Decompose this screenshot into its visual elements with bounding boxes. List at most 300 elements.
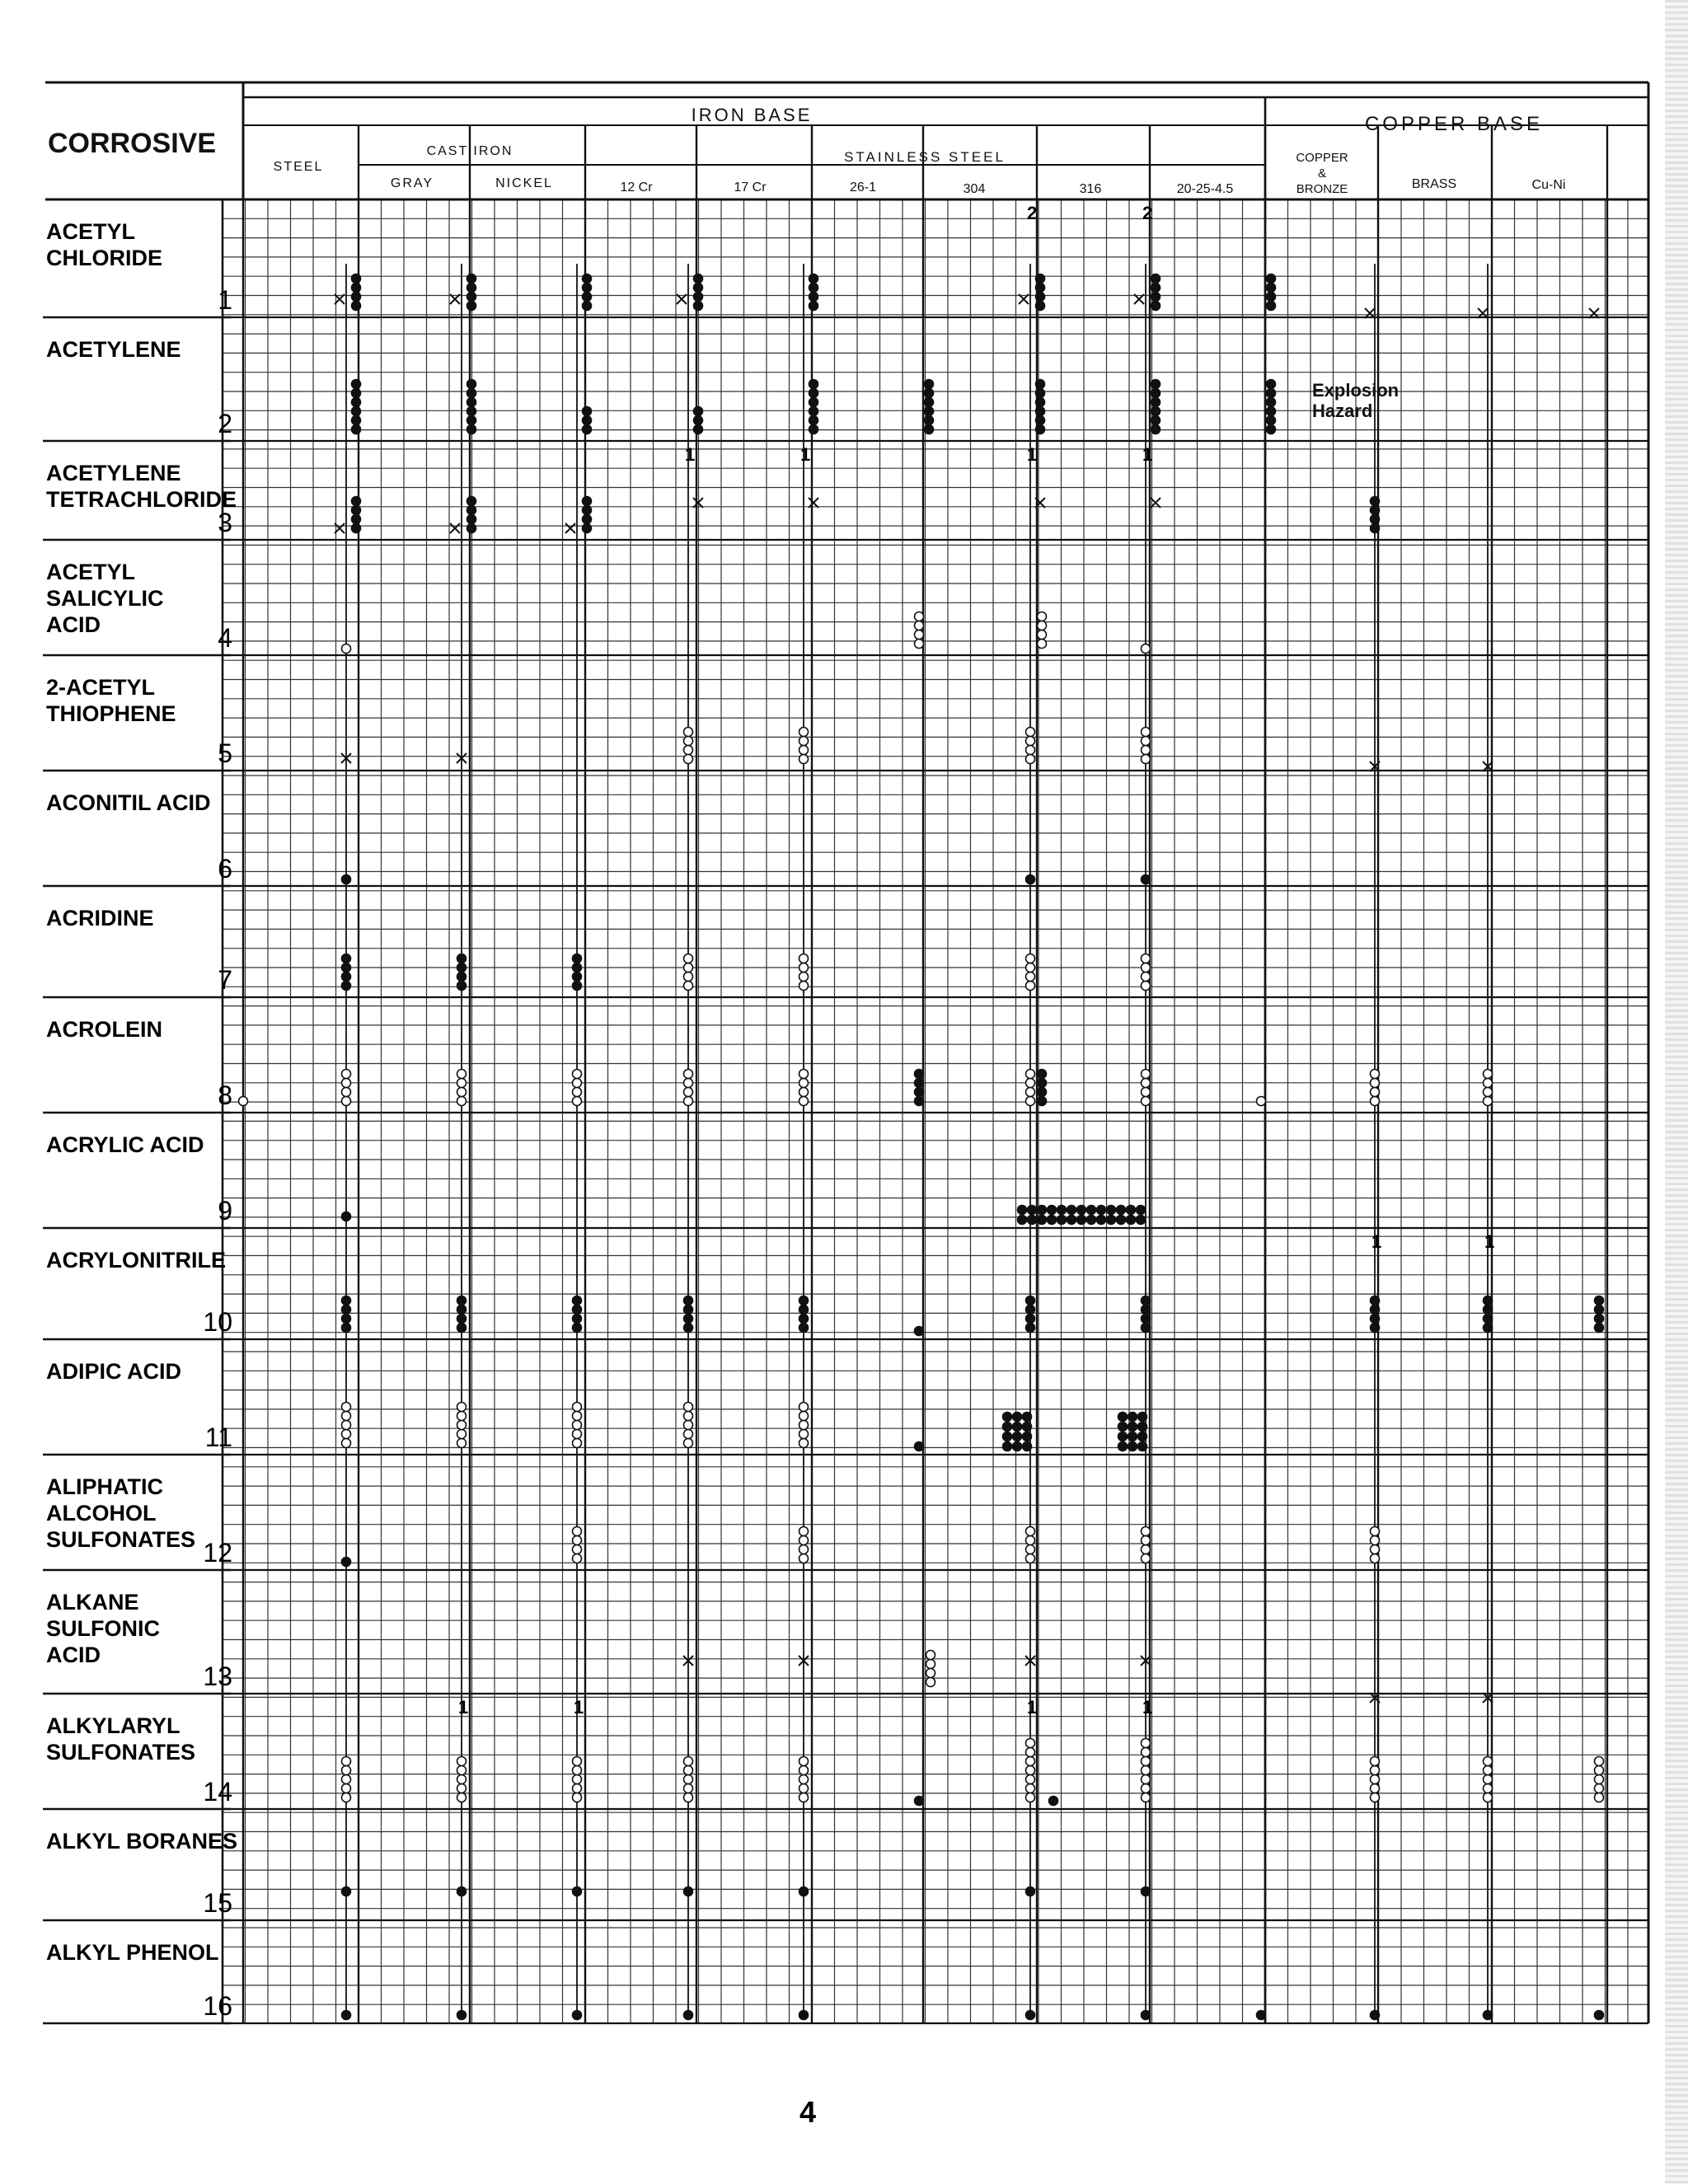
open-mark-316-r5: [1142, 737, 1151, 746]
filled-mark-band-r9: [1067, 1206, 1076, 1215]
filled-mark-17cr-r2: [809, 380, 818, 389]
filled-mark-261-r8: [915, 1070, 924, 1079]
open-mark-17cr-r11: [799, 1412, 809, 1421]
footnote-1-17cr-r3: 1: [800, 444, 811, 465]
row-label-13-line2: SULFONIC: [46, 1616, 160, 1641]
filled-mark-316-r11: [1128, 1442, 1137, 1451]
row-number-10: 10: [203, 1307, 232, 1337]
open-mark-cuni-r14: [1595, 1775, 1604, 1784]
footnote-1-cubronze-r10: 1: [1372, 1231, 1382, 1252]
filled-mark-261-r2: [925, 389, 934, 398]
open-mark-cubronze-r14: [1371, 1793, 1380, 1802]
scan-edge: [1665, 0, 1688, 2184]
open-mark-brass-r8: [1484, 1097, 1493, 1106]
filled-mark-304-r11: [1003, 1413, 1012, 1422]
filled-mark-band-r9: [1067, 1216, 1076, 1225]
open-mark-steel-r14: [342, 1793, 351, 1802]
open-mark-304-r5: [1026, 755, 1035, 764]
open-mark-cuni-r14: [1595, 1784, 1604, 1793]
open-mark-316-r14: [1142, 1766, 1151, 1775]
filled-mark-band-r9: [1028, 1216, 1037, 1225]
row-label-13-line1: ALKANE: [46, 1590, 139, 1615]
filled-mark-304-r11: [1003, 1442, 1012, 1451]
filled-mark-gray-r16: [457, 2011, 467, 2020]
row-label-5-line2: THIOPHENE: [46, 701, 176, 726]
open-mark-17cr-r5: [799, 746, 809, 755]
open-mark-304-r8: [1026, 1088, 1035, 1097]
x-mark-nickel-r3: [565, 523, 575, 533]
filled-mark-nickel-r3: [583, 524, 592, 533]
open-mark-304-r14: [1026, 1739, 1035, 1748]
row-number-7: 7: [218, 965, 232, 995]
filled-mark-brass-r10: [1484, 1315, 1493, 1324]
filled-mark-304-r11: [1003, 1432, 1012, 1441]
footnote-1-304-r3: 1: [1027, 444, 1038, 465]
304-header: 304: [963, 182, 986, 196]
open-mark-316-r5: [1142, 728, 1151, 737]
filled-mark-s2025-r1: [1267, 284, 1276, 293]
open-mark-cubronze-r8: [1371, 1088, 1380, 1097]
filled-mark-304-r6: [1026, 875, 1035, 884]
filled-mark-304-r2: [1036, 398, 1045, 407]
open-mark-brass-r8: [1484, 1079, 1493, 1088]
filled-mark-316-r1: [1151, 293, 1160, 302]
open-mark-steel-r14: [342, 1766, 351, 1775]
x-mark-gray-r3: [450, 523, 460, 533]
filled-mark-304-r10: [1026, 1296, 1035, 1305]
open-mark-261-r4: [915, 640, 924, 649]
nickel-header: NICKEL: [495, 176, 553, 190]
copper-bronze-line1: COPPER: [1296, 151, 1348, 165]
filled-mark-band-r9: [1018, 1206, 1027, 1215]
filled-mark-s2025-r1: [1267, 274, 1276, 284]
footnote-1-316-r14: 1: [1142, 1697, 1153, 1718]
filled-mark-s2025-r2: [1267, 407, 1276, 416]
filled-mark-steel-r2: [352, 416, 361, 425]
open-mark-12cr-r8: [684, 1079, 693, 1088]
open-mark-17cr-r14: [799, 1793, 809, 1802]
open-mark-steel-r8: [342, 1070, 351, 1079]
filled-mark-304-r10: [1026, 1324, 1035, 1333]
open-mark-cuni-r14: [1595, 1793, 1604, 1802]
filled-mark-steel-r3: [352, 524, 361, 533]
filled-mark-s2025-r2: [1267, 380, 1276, 389]
filled-mark-gray-r3: [467, 497, 476, 506]
filled-mark-steel-r10: [342, 1296, 351, 1305]
filled-mark-gray-r1: [467, 284, 476, 293]
filled-mark-gray-r3: [467, 506, 476, 515]
filled-mark-nickel-r10: [573, 1315, 582, 1324]
gray-header: GRAY: [390, 176, 434, 190]
open-mark-304-r5: [1026, 737, 1035, 746]
open-mark-316-r14: [1142, 1748, 1151, 1757]
open-mark-316-r5: [1142, 755, 1151, 764]
filled-mark-steel-r3: [352, 515, 361, 524]
filled-mark-steel-r2: [352, 380, 361, 389]
filled-mark-band-r9: [1107, 1206, 1116, 1215]
open-mark-brass-r8: [1484, 1070, 1493, 1079]
row-label-2-line1: ACETYLENE: [46, 337, 181, 362]
open-mark-261-r13: [926, 1678, 935, 1687]
annotation-line2: Hazard: [1312, 401, 1373, 421]
open-mark-316-r12: [1142, 1545, 1151, 1554]
filled-mark-nickel-r3: [583, 506, 592, 515]
filled-mark-12cr-r2: [694, 425, 703, 434]
open-mark-cubronze-r8: [1371, 1097, 1380, 1106]
filled-mark-gray-r1: [467, 293, 476, 302]
open-mark-gray-r11: [457, 1403, 467, 1412]
filled-mark-316-r10: [1142, 1315, 1151, 1324]
column-headers: [48, 105, 1565, 196]
open-mark-steel-r11: [342, 1412, 351, 1421]
open-mark-17cr-r14: [799, 1757, 809, 1766]
filled-mark-cuni-r10: [1595, 1296, 1604, 1305]
open-mark-gray-r11: [457, 1439, 467, 1448]
filled-mark-261-r8: [915, 1088, 924, 1097]
filled-mark-12cr-r10: [684, 1324, 693, 1333]
open-mark-304-r14: [1026, 1793, 1035, 1802]
corrosive-header: CORROSIVE: [48, 128, 217, 159]
open-mark-nickel-r14: [573, 1757, 582, 1766]
filled-mark-304-r1: [1036, 302, 1045, 311]
open-mark-nickel-r12: [573, 1527, 582, 1536]
filled-mark-steel-r12: [342, 1558, 351, 1567]
filled-mark-steel-r9: [342, 1212, 351, 1221]
filled-mark-261-r2: [925, 380, 934, 389]
open-mark-gray-r8: [457, 1097, 467, 1106]
open-mark-nickel-r12: [573, 1554, 582, 1563]
open-mark-304-r7: [1026, 963, 1035, 972]
row-label-15-line1: ALKYL BORANES: [46, 1829, 238, 1854]
open-mark-316-r8: [1142, 1088, 1151, 1097]
filled-mark-band-r9: [1117, 1216, 1126, 1225]
filled-mark-gray-r2: [467, 416, 476, 425]
filled-mark-gray-r10: [457, 1315, 467, 1324]
open-mark-316-r14: [1142, 1739, 1151, 1748]
filled-mark-17cr-r2: [809, 389, 818, 398]
open-mark-steel-r14: [342, 1775, 351, 1784]
open-mark-12cr-r11: [684, 1412, 693, 1421]
filled-mark-316-r11: [1128, 1432, 1137, 1441]
open-mark-12cr-r11: [684, 1403, 693, 1412]
open-mark-316-r8: [1142, 1079, 1151, 1088]
filled-mark-316-r11: [1118, 1413, 1128, 1422]
filled-mark-nickel-r1: [583, 284, 592, 293]
filled-mark-304-r10: [1026, 1315, 1035, 1324]
open-mark-nickel-r8: [573, 1097, 582, 1106]
open-mark-cubronze-r8: [1371, 1079, 1380, 1088]
filled-mark-band-r9: [1077, 1206, 1086, 1215]
filled-mark-17cr-r10: [799, 1305, 809, 1315]
filled-mark-steel-r2: [352, 389, 361, 398]
filled-mark-cubronze-r10: [1371, 1296, 1380, 1305]
open-mark-17cr-r8: [799, 1097, 809, 1106]
filled-mark-band-r9: [1038, 1216, 1047, 1225]
open-mark-steel-r14: [342, 1784, 351, 1793]
open-mark-nickel-r14: [573, 1784, 582, 1793]
filled-mark-nickel-r10: [573, 1305, 582, 1315]
filled-mark-band-r9: [1057, 1216, 1067, 1225]
open-mark-12cr-r5: [684, 746, 693, 755]
filled-mark-261-r8: [915, 1079, 924, 1088]
filled-mark-gray-r10: [457, 1296, 467, 1305]
filled-mark-gray-r3: [467, 524, 476, 533]
open-mark-316-r14: [1142, 1775, 1151, 1784]
filled-mark-nickel-r1: [583, 293, 592, 302]
filled-mark-316-r6: [1142, 875, 1151, 884]
filled-mark-brass-r10: [1484, 1305, 1493, 1315]
filled-mark-nickel-r10: [573, 1324, 582, 1333]
open-mark-cubronze-r14: [1371, 1784, 1380, 1793]
open-mark-304-r14: [1026, 1784, 1035, 1793]
open-mark-261-r13: [926, 1669, 935, 1678]
filled-mark-s2025-r16: [1257, 2011, 1266, 2020]
open-mark-cubronze-r12: [1371, 1527, 1380, 1536]
open-mark-17cr-r5: [799, 737, 809, 746]
open-mark-cubronze-r12: [1371, 1536, 1380, 1545]
open-mark-12cr-r8: [684, 1097, 693, 1106]
open-mark-nickel-r14: [573, 1775, 582, 1784]
explosion-hazard-note: [1312, 380, 1399, 421]
open-mark-12cr-r5: [684, 755, 693, 764]
filled-mark-band-r9: [1018, 1216, 1027, 1225]
filled-mark-304-r11: [1013, 1432, 1022, 1441]
26-1-header: 26-1: [849, 180, 877, 194]
open-mark-cubronze-r14: [1371, 1766, 1380, 1775]
open-mark-17cr-r12: [799, 1554, 809, 1563]
footnote-1-316-r3: 1: [1142, 444, 1153, 465]
filled-mark-17cr-r2: [809, 425, 818, 434]
open-mark-nickel-r11: [573, 1421, 582, 1430]
open-mark-316-r7: [1142, 982, 1151, 991]
open-mark-17cr-r12: [799, 1527, 809, 1536]
row-number-15: 15: [203, 1888, 232, 1918]
cast-iron-header: CAST IRON: [426, 144, 513, 158]
open-mark-cubronze-r12: [1371, 1554, 1380, 1563]
filled-mark-s2025-r1: [1267, 302, 1276, 311]
open-mark-12cr-r14: [684, 1757, 693, 1766]
filled-mark-304-r10: [1026, 1305, 1035, 1315]
20-25-4.5-header: 20-25-4.5: [1176, 182, 1234, 196]
filled-mark-band-r9: [1038, 1206, 1047, 1215]
filled-mark-brass-r10: [1484, 1324, 1493, 1333]
row-number-13: 13: [203, 1661, 232, 1691]
filled-mark-s2025-r2: [1267, 416, 1276, 425]
open-mark-brass-r14: [1484, 1757, 1493, 1766]
filled-mark-316-r10: [1142, 1305, 1151, 1315]
filled-mark-316-r2: [1151, 398, 1160, 407]
filled-mark-304-r2: [1036, 416, 1045, 425]
filled-mark-cubronze-r3: [1371, 506, 1380, 515]
filled-mark-steel-r7: [342, 972, 351, 982]
row-label-9-line1: ACRYLIC ACID: [46, 1132, 204, 1157]
row-label-6-line1: ACONITIL ACID: [46, 790, 211, 815]
filled-mark-gray-r2: [467, 380, 476, 389]
copper-bronze-line2: &: [1317, 166, 1327, 180]
filled-mark-cubronze-r16: [1371, 2011, 1380, 2020]
open-mark-brass-r14: [1484, 1775, 1493, 1784]
filled-mark-cuni-r10: [1595, 1305, 1604, 1315]
filled-mark-316-r15: [1142, 1887, 1151, 1896]
open-mark-304-r8: [1026, 1079, 1035, 1088]
filled-mark-261-r2: [925, 398, 934, 407]
iron-base-header: IRON BASE: [691, 105, 813, 125]
filled-mark-17cr-r15: [799, 1887, 809, 1896]
open-mark-304-r7: [1026, 982, 1035, 991]
filled-mark-261-r2: [925, 425, 934, 434]
open-mark-316-r7: [1142, 954, 1151, 963]
filled-mark-17cr-r16: [799, 2011, 809, 2020]
filled-mark-nickel-r1: [583, 302, 592, 311]
filled-mark-316-r10: [1142, 1324, 1151, 1333]
open-mark-304-r4: [1038, 621, 1047, 630]
brass-header: BRASS: [1411, 177, 1457, 191]
filled-mark-steel-r16: [342, 2011, 351, 2020]
open-mark-316-r14: [1142, 1757, 1151, 1766]
filled-mark-gray-r15: [457, 1887, 467, 1896]
filled-mark-band-r9: [1087, 1216, 1096, 1225]
filled-mark-steel-r15: [342, 1887, 351, 1896]
filled-mark-316-r11: [1138, 1422, 1147, 1432]
stainless-steel-header: STAINLESS STEEL: [844, 149, 1006, 165]
filled-mark-316-r11: [1128, 1413, 1137, 1422]
filled-mark-s2025-r2: [1267, 398, 1276, 407]
filled-mark-304b-r14: [1049, 1797, 1058, 1806]
open-mark-12cr-r7: [684, 954, 693, 963]
filled-mark-304-r8: [1038, 1097, 1047, 1106]
row-number-1: 1: [218, 285, 232, 315]
filled-mark-gray-r7: [457, 963, 467, 972]
open-mark-nickel-r8: [573, 1079, 582, 1088]
row-label-16-line1: ALKYL PHENOL: [46, 1940, 219, 1965]
footnote-1-gray-r14: 1: [458, 1697, 469, 1718]
filled-mark-s2025-r2: [1267, 389, 1276, 398]
open-mark-gray-r14: [457, 1766, 467, 1775]
open-mark-304-r14: [1026, 1757, 1035, 1766]
filled-mark-s2025-r2: [1267, 425, 1276, 434]
open-mark-17cr-r7: [799, 963, 809, 972]
filled-mark-cuni-r16: [1595, 2011, 1604, 2020]
open-mark-12cr-r7: [684, 963, 693, 972]
open-mark-cuni-r14: [1595, 1766, 1604, 1775]
open-mark-316-r12: [1142, 1536, 1151, 1545]
open-mark-12cr-r14: [684, 1766, 693, 1775]
row-number-4: 4: [218, 623, 232, 653]
filled-mark-261-r14: [915, 1797, 924, 1806]
filled-mark-band-r9: [1097, 1216, 1106, 1225]
open-mark-cubronze-r14: [1371, 1757, 1380, 1766]
open-mark-17cr-r11: [799, 1430, 809, 1439]
filled-mark-band-r9: [1077, 1216, 1086, 1225]
open-mark-steel-r8: [342, 1079, 351, 1088]
open-mark-steel-r4: [342, 644, 351, 654]
filled-mark-nickel-r7: [573, 972, 582, 982]
open-mark-17cr-r8: [799, 1079, 809, 1088]
open-mark-brass-r8: [1484, 1088, 1493, 1097]
filled-mark-gray-r7: [457, 954, 467, 963]
open-mark-304-r4: [1038, 640, 1047, 649]
filled-mark-gray-r10: [457, 1324, 467, 1333]
open-mark-261-r4: [915, 630, 924, 640]
row-number-8: 8: [218, 1080, 232, 1110]
row-label-11-line1: ADIPIC ACID: [46, 1359, 182, 1384]
open-mark-12cr-r8: [684, 1070, 693, 1079]
filled-mark-316-r10: [1142, 1296, 1151, 1305]
316-header: 316: [1079, 182, 1102, 196]
open-mark-17cr-r14: [799, 1766, 809, 1775]
filled-mark-316-r2: [1151, 416, 1160, 425]
filled-mark-steel-r3: [352, 497, 361, 506]
open-mark-304-r8: [1026, 1097, 1035, 1106]
row-number-3: 3: [218, 508, 232, 537]
open-mark-nickel-r12: [573, 1545, 582, 1554]
filled-mark-band-r9: [1127, 1216, 1136, 1225]
row-label-10-line1: ACRYLONITRILE: [46, 1248, 226, 1272]
open-mark-gray-r8: [457, 1079, 467, 1088]
row-number-14: 14: [203, 1777, 232, 1807]
17cr-header: 17 Cr: [734, 180, 767, 194]
row-label-5-line1: 2-ACETYL: [46, 675, 156, 700]
open-mark-12cr-r7: [684, 982, 693, 991]
open-mark-nickel-r11: [573, 1430, 582, 1439]
open-mark-316-r8: [1142, 1097, 1151, 1106]
row-number-5: 5: [218, 738, 232, 768]
filled-mark-17cr-r1: [809, 293, 818, 302]
filled-mark-steel-r2: [352, 425, 361, 434]
open-mark-304-r4: [1038, 612, 1047, 621]
open-mark-cuni-r14: [1595, 1757, 1604, 1766]
open-mark-261-r4: [915, 612, 924, 621]
row-label-4-line2: SALICYLIC: [46, 586, 164, 611]
filled-mark-band-r9: [1048, 1216, 1057, 1225]
open-mark-nickel-r8: [573, 1088, 582, 1097]
open-mark-304-r4: [1038, 630, 1047, 640]
row-label-13-line3: ACID: [46, 1643, 101, 1667]
filled-mark-304-r16: [1026, 2011, 1035, 2020]
filled-mark-s2025-r1: [1267, 293, 1276, 302]
open-mark-316-r8: [1142, 1070, 1151, 1079]
open-mark-cubronze-r8: [1371, 1070, 1380, 1079]
filled-mark-steel-r3: [352, 506, 361, 515]
filled-mark-17cr-r1: [809, 274, 818, 284]
filled-mark-steel-r1: [352, 274, 361, 284]
footnote-1-304-r14: 1: [1027, 1697, 1038, 1718]
row-label-12-line2: ALCOHOL: [46, 1501, 157, 1526]
filled-mark-steel-r1: [352, 284, 361, 293]
open-mark-316-r4: [1142, 644, 1151, 654]
filled-mark-nickel-r2: [583, 407, 592, 416]
filled-mark-316-r11: [1138, 1442, 1147, 1451]
filled-mark-304-r2: [1036, 389, 1045, 398]
open-mark-17cr-r8: [799, 1070, 809, 1079]
footnote-1-nickel-r14: 1: [574, 1697, 584, 1718]
filled-mark-316-r1: [1151, 284, 1160, 293]
open-mark-304-r12: [1026, 1527, 1035, 1536]
filled-mark-316-r16: [1142, 2011, 1151, 2020]
open-mark-12cr-r8: [684, 1088, 693, 1097]
filled-mark-gray-r7: [457, 982, 467, 991]
open-mark-nickel-r14: [573, 1793, 582, 1802]
open-mark-gray-r11: [457, 1412, 467, 1421]
filled-mark-17cr-r2: [809, 407, 818, 416]
open-mark-17cr-r14: [799, 1775, 809, 1784]
open-mark-12cr-r14: [684, 1784, 693, 1793]
filled-mark-band-r9: [1127, 1206, 1136, 1215]
open-mark-17cr-r12: [799, 1536, 809, 1545]
filled-mark-316-r1: [1151, 274, 1160, 284]
filled-mark-316-r11: [1118, 1422, 1128, 1432]
open-mark-17cr-r11: [799, 1439, 809, 1448]
